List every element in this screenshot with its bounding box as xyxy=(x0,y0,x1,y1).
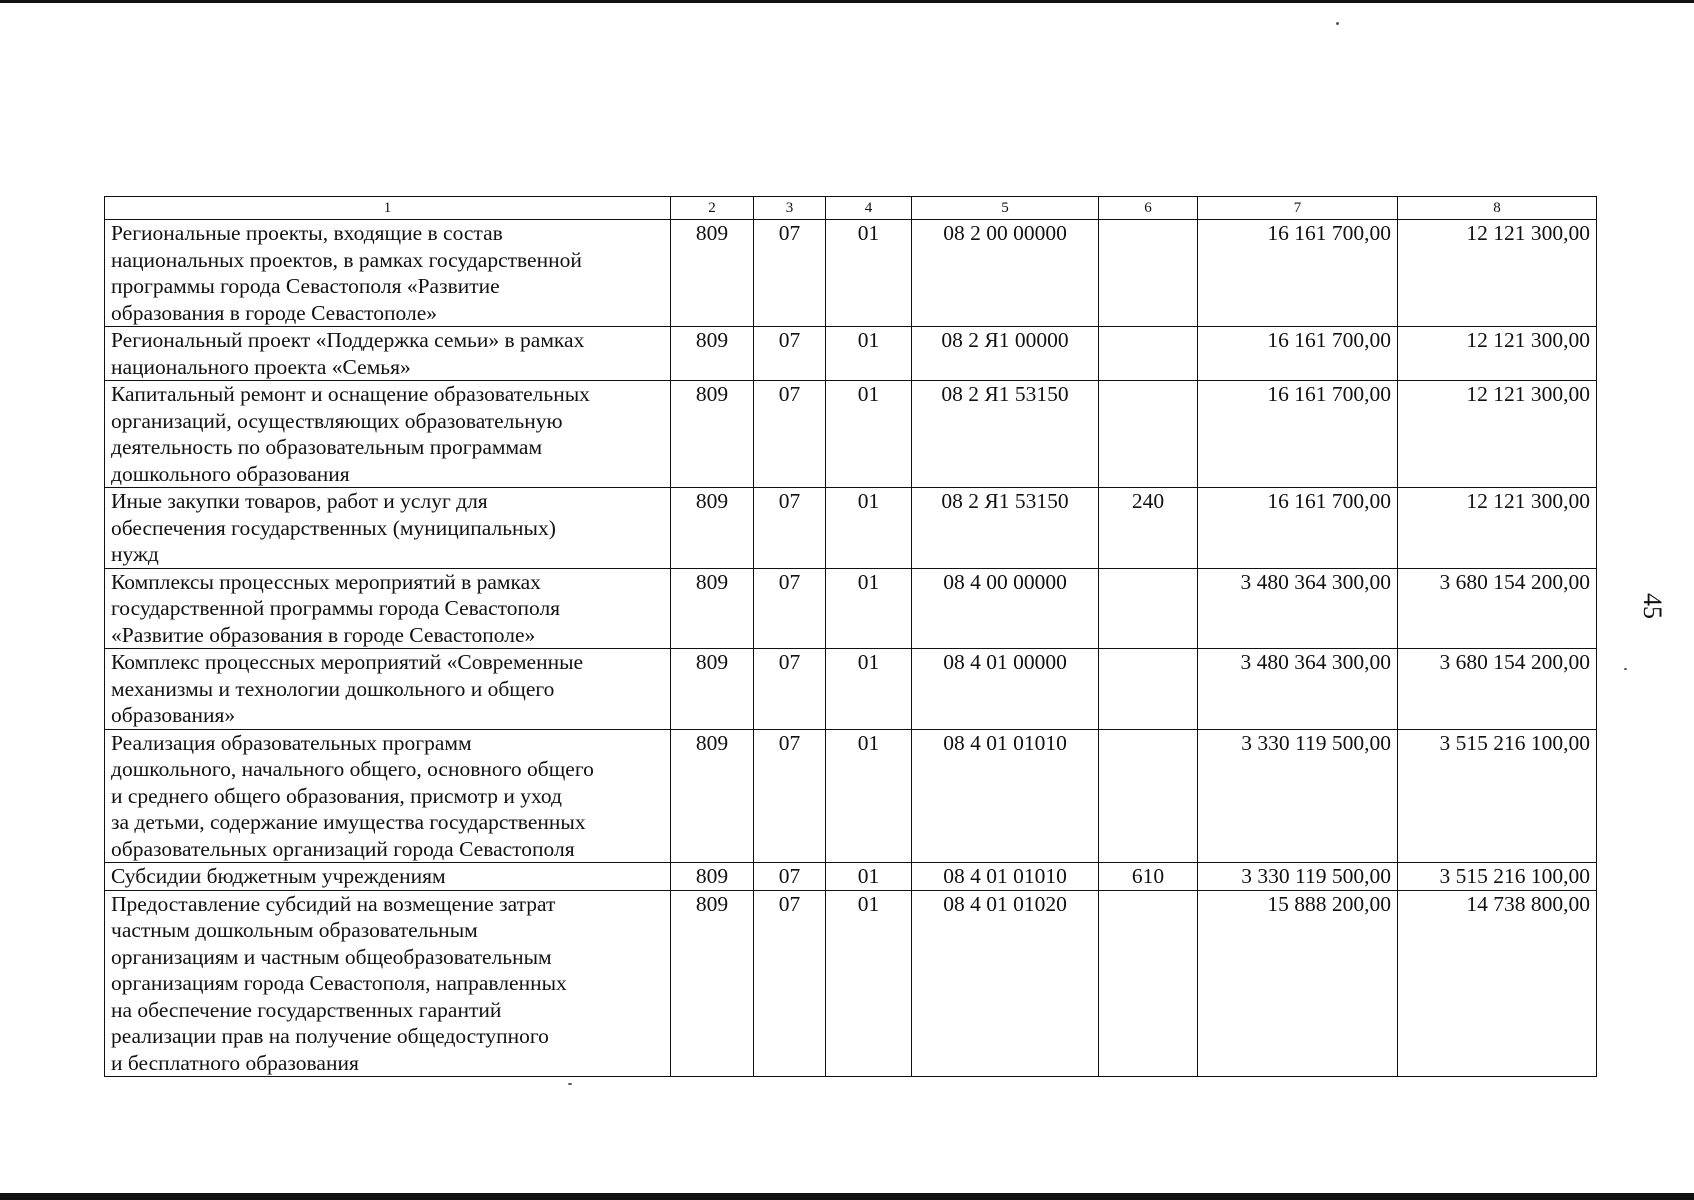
table-header xyxy=(105,197,1597,220)
item-name-cell xyxy=(105,649,671,730)
table-row xyxy=(105,863,1597,891)
expense-type-code-cell: 240 xyxy=(1099,488,1198,569)
amount-year-1-cell: 3 330 119 500,00 xyxy=(1198,729,1398,863)
section-code-cell: 07 xyxy=(754,488,826,569)
header-cell-1: 1 xyxy=(105,197,671,220)
table-row xyxy=(105,381,1597,488)
ministry-code-cell: 809 xyxy=(671,488,754,569)
section-code-cell: 07 xyxy=(754,327,826,381)
item-name-line: организациям города Севастополя, направленных xyxy=(111,971,567,995)
section-code-cell: 07 xyxy=(754,863,826,891)
scan-speck xyxy=(1336,22,1339,25)
section-code-cell: 07 xyxy=(754,568,826,649)
ministry-code-cell: 809 xyxy=(671,327,754,381)
subsection-code-cell: 01 xyxy=(826,649,912,730)
amount-year-2-cell: 12 121 300,00 xyxy=(1398,488,1597,569)
item-name-line: национальных проектов, в рамках государственной xyxy=(111,247,582,272)
subsection-code-cell: 01 xyxy=(826,568,912,649)
subsection-code-cell: 01 xyxy=(826,327,912,381)
item-name-line: Капитальный ремонт и оснащение образовательных xyxy=(111,382,590,406)
item-name-cell xyxy=(105,327,671,381)
item-name-cell xyxy=(105,863,671,891)
item-name-line: образования» xyxy=(111,703,236,727)
table-row xyxy=(105,890,1597,1077)
header-cell-6: 6 xyxy=(1099,197,1198,220)
subsection-code-cell: 01 xyxy=(826,729,912,863)
amount-year-1-cell: 16 161 700,00 xyxy=(1198,220,1398,327)
item-name-line: Иные закупки товаров, работ и услуг для xyxy=(111,489,488,513)
item-name-line: государственной программы города Севастополя xyxy=(111,596,561,620)
header-cell-8: 8 xyxy=(1398,197,1597,220)
ministry-code-cell: 809 xyxy=(671,568,754,649)
section-code-cell: 07 xyxy=(754,729,826,863)
section-code-cell: 07 xyxy=(754,649,826,730)
expense-type-code-cell: 610 xyxy=(1099,863,1198,891)
ministry-code-cell: 809 xyxy=(671,890,754,1077)
item-name-line: дошкольного образования xyxy=(111,461,350,486)
item-name-line: Реализация образовательных программ xyxy=(111,730,472,755)
ministry-code-cell: 809 xyxy=(671,649,754,730)
expense-type-code-cell xyxy=(1099,220,1198,327)
amount-year-1-cell: 15 888 200,00 xyxy=(1198,890,1398,1077)
target-item-code-cell: 08 2 00 00000 xyxy=(912,220,1099,327)
ministry-code-cell: 809 xyxy=(671,729,754,863)
item-name-line: Предоставление субсидий на возмещение затрат xyxy=(111,891,556,916)
section-code-cell: 07 xyxy=(754,890,826,1077)
target-item-code-cell: 08 4 01 01010 xyxy=(912,863,1099,891)
amount-year-1-cell: 16 161 700,00 xyxy=(1198,381,1398,488)
table-row xyxy=(105,568,1597,649)
item-name-line: деятельность по образовательным программам xyxy=(111,435,543,459)
item-name-line: за детьми, содержание имущества государственных xyxy=(111,810,586,834)
item-name-line: обеспечения государственных (муниципальных) xyxy=(111,515,556,540)
item-name-cell xyxy=(105,890,671,1077)
ministry-code-cell: 809 xyxy=(671,863,754,891)
item-name-line: Субсидии бюджетным учреждениям xyxy=(111,864,446,888)
target-item-code-cell: 08 4 01 01010 xyxy=(912,729,1099,863)
table-body xyxy=(105,220,1597,1077)
item-name-line: национального проекта «Семья» xyxy=(111,354,411,379)
item-name-line: «Развитие образования в городе Севастополе» xyxy=(111,622,536,647)
table-row xyxy=(105,649,1597,730)
ministry-code-cell: 809 xyxy=(671,381,754,488)
page-number: 45 xyxy=(1638,593,1667,619)
section-code-cell: 07 xyxy=(754,381,826,488)
expense-type-code-cell xyxy=(1099,381,1198,488)
item-name-line: организациям и частным общеобразовательным xyxy=(111,944,552,969)
amount-year-1-cell: 16 161 700,00 xyxy=(1198,488,1398,569)
target-item-code-cell: 08 2 Я1 53150 xyxy=(912,381,1099,488)
amount-year-2-cell: 12 121 300,00 xyxy=(1398,327,1597,381)
expense-type-code-cell xyxy=(1099,890,1198,1077)
header-cell-5: 5 xyxy=(912,197,1099,220)
scan-speck xyxy=(1624,668,1627,670)
amount-year-2-cell: 3 515 216 100,00 xyxy=(1398,729,1597,863)
target-item-code-cell: 08 2 Я1 00000 xyxy=(912,327,1099,381)
item-name-line: и среднего общего образования, присмотр и уход xyxy=(111,783,562,808)
scan-border-top xyxy=(0,0,1694,3)
subsection-code-cell: 01 xyxy=(826,220,912,327)
item-name-line: и бесплатного образования xyxy=(111,1050,359,1075)
amount-year-2-cell: 3 680 154 200,00 xyxy=(1398,568,1597,649)
item-name-line: Комплекс процессных мероприятий «Современные xyxy=(111,650,584,674)
amount-year-2-cell: 14 738 800,00 xyxy=(1398,890,1597,1077)
scan-border-bottom xyxy=(0,1193,1694,1200)
table-row xyxy=(105,220,1597,327)
header-cell-2: 2 xyxy=(671,197,754,220)
item-name-line: организаций, осуществляющих образовательную xyxy=(111,408,563,433)
target-item-code-cell: 08 4 01 00000 xyxy=(912,649,1099,730)
item-name-line: Региональные проекты, входящие в состав xyxy=(111,221,503,245)
amount-year-2-cell: 12 121 300,00 xyxy=(1398,381,1597,488)
item-name-line: образовательных организаций города Севастополя xyxy=(111,836,575,861)
item-name-line: нужд xyxy=(111,542,159,566)
header-cell-7: 7 xyxy=(1198,197,1398,220)
item-name-line: Комплексы процессных мероприятий в рамках xyxy=(111,569,541,594)
expense-type-code-cell xyxy=(1099,729,1198,863)
target-item-code-cell: 08 4 00 00000 xyxy=(912,568,1099,649)
table-row xyxy=(105,488,1597,569)
header-row xyxy=(105,197,1597,220)
item-name-cell xyxy=(105,568,671,649)
item-name-cell xyxy=(105,220,671,327)
header-cell-3: 3 xyxy=(754,197,826,220)
amount-year-1-cell: 16 161 700,00 xyxy=(1198,327,1398,381)
amount-year-1-cell: 3 330 119 500,00 xyxy=(1198,863,1398,891)
target-item-code-cell: 08 4 01 01020 xyxy=(912,890,1099,1077)
item-name-line: частным дошкольным образовательным xyxy=(111,918,478,942)
item-name-cell xyxy=(105,729,671,863)
amount-year-1-cell: 3 480 364 300,00 xyxy=(1198,649,1398,730)
amount-year-2-cell: 3 680 154 200,00 xyxy=(1398,649,1597,730)
expense-type-code-cell xyxy=(1099,327,1198,381)
amount-year-2-cell: 12 121 300,00 xyxy=(1398,220,1597,327)
amount-year-2-cell: 3 515 216 100,00 xyxy=(1398,863,1597,891)
section-code-cell: 07 xyxy=(754,220,826,327)
subsection-code-cell: 01 xyxy=(826,381,912,488)
item-name-line: реализации прав на получение общедоступного xyxy=(111,1024,549,1048)
item-name-line: Региональный проект «Поддержка семьи» в рамках xyxy=(111,328,585,352)
item-name-line: на обеспечение государственных гарантий xyxy=(111,997,502,1022)
budget-table xyxy=(104,196,1597,1077)
item-name-line: образования в городе Севастополе» xyxy=(111,300,438,325)
subsection-code-cell: 01 xyxy=(826,488,912,569)
target-item-code-cell: 08 2 Я1 53150 xyxy=(912,488,1099,569)
subsection-code-cell: 01 xyxy=(826,890,912,1077)
item-name-cell xyxy=(105,381,671,488)
amount-year-1-cell: 3 480 364 300,00 xyxy=(1198,568,1398,649)
item-name-cell xyxy=(105,488,671,569)
item-name-line: дошкольного, начального общего, основного общего xyxy=(111,757,594,781)
table-row xyxy=(105,327,1597,381)
expense-type-code-cell xyxy=(1099,568,1198,649)
item-name-line: программы города Севастополя «Развитие xyxy=(111,274,500,298)
expense-type-code-cell xyxy=(1099,649,1198,730)
subsection-code-cell: 01 xyxy=(826,863,912,891)
header-cell-4: 4 xyxy=(826,197,912,220)
item-name-line: механизмы и технологии дошкольного и общего xyxy=(111,676,555,701)
table-row xyxy=(105,729,1597,863)
scan-speck xyxy=(568,1083,572,1085)
ministry-code-cell: 809 xyxy=(671,220,754,327)
